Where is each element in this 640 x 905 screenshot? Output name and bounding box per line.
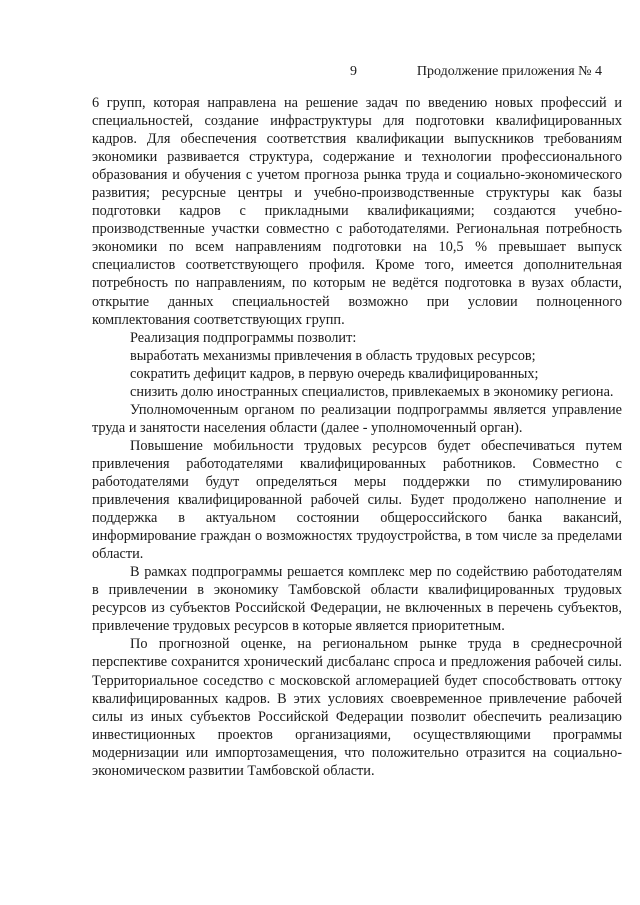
paragraph-mobility: Повышение мобильности трудовых ресурсов будет обеспечиваться путем привлечения работодателями квалифицированных работников. Совместно с работодателями будут определяться меры поддержки по стимулированию привлечения квалифицированной рабочей силы. Будет продолжено наполнение и поддержка в актуальном состоянии общероссийского банка вакансий, информирование граждан о возможностях трудоустройства, в том числе за пределами области. — [92, 437, 622, 563]
list-item-mechanisms: выработать механизмы привлечения в область трудовых ресурсов; — [130, 347, 536, 364]
paragraph-forecast: По прогнозной оценке, на региональном рынке труда в среднесрочной перспективе сохранится хронический дисбаланс спроса и предложения рабочей силы. Территориальное соседство с московской агломерацией будет способствовать оттоку квалифицированных кадров. В этих условиях своевременное привлечение рабочей силы из иных субъектов Российской Федерации позволит обеспечить реализацию инвестиционных проектов организациями, осуществляющими программы модернизации или импортозамещения, что положительно отразится на социально-экономическом развитии Тамбовской области. — [92, 636, 622, 779]
paragraph-subprogram-intro: Реализация подпрограммы позволит: — [130, 329, 357, 346]
list-item-deficit: сократить дефицит кадров, в первую очередь квалифицированных; — [130, 365, 539, 382]
paragraph-authorized-body: Уполномоченным органом по реализации подпрограммы является управление труда и занятости населения области (далее - уполномоченный орган). — [92, 401, 622, 436]
document-body — [92, 94, 622, 780]
paragraph-continued: 6 групп, которая направлена на решение задач по введению новых профессий и специальностей, создание инфраструктуры для подготовки квалифицированных кадров. Для обеспечения соответствия квалификации выпускников требованиям экономики развивается структура, содержание и технологии профессионального образования и обучения с учетом прогноза рынка труда и социально-экономического развития; ресурсные центры и учебно-производственные структуры как базы подготовки кадров с прикладными квалификациями; создаются учебно-производственные участки совместно с работодателями. Региональная потребность экономики по всем направлениям подготовки на 10,5 % превышает выпуск специалистов соответствующего профиля. Кроме того, имеется дополнительная потребность по направлениям, по которым не ведётся подготовка в вузах области, открытие данных специальностей возможно при условии полноценного комплектования соответствующих групп. — [92, 95, 622, 328]
paragraph-measures: В рамках подпрограммы решается комплекс мер по содействию работодателям в привлечении в экономику Тамбовской области квалифицированных трудовых ресурсов из субъектов Российской Федерации, не включенных в перечень субъектов, привлечение трудовых ресурсов в которые является приоритетным. — [92, 564, 622, 635]
page-header — [0, 64, 640, 82]
appendix-continuation-label: Продолжение приложения № 4 — [416, 64, 602, 79]
list-item-foreign-specialists: снизить долю иностранных специалистов, привлекаемых в экономику региона. — [130, 383, 614, 400]
page-number: 9 — [350, 64, 357, 79]
